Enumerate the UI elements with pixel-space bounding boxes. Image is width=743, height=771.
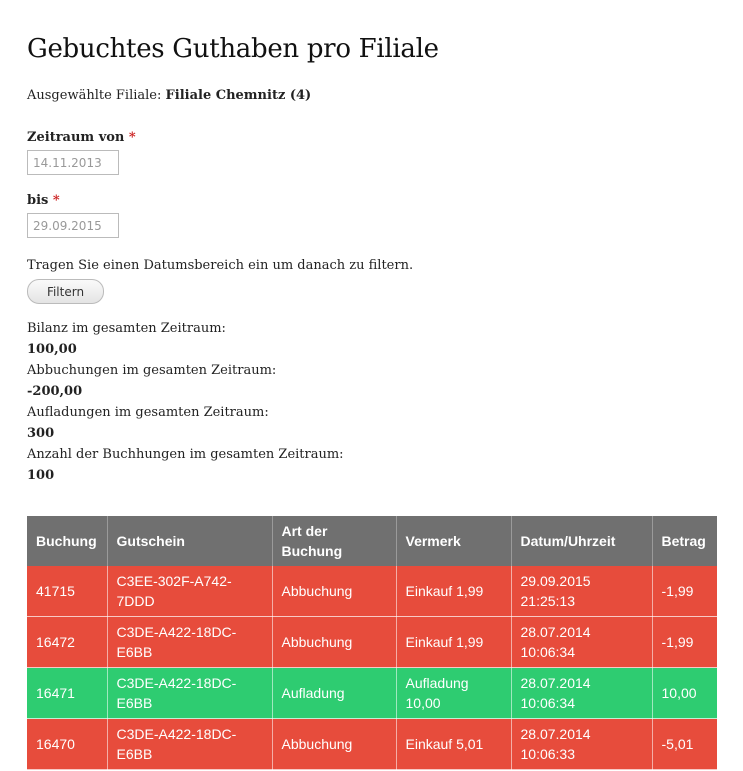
voucher-cell: C3DE-A422-18DC-E6BB [107,668,272,719]
amount-cell: -1,99 [652,566,717,617]
page-title: Gebuchtes Guthaben pro Filiale [27,34,439,64]
to-date-input[interactable] [27,213,119,238]
datetime-cell: 28.07.2014 10:06:33 [511,719,652,770]
to-date-label-text: bis [27,193,49,208]
selected-branch [27,88,311,103]
booking-type-cell: Abbuchung [272,566,396,617]
note-cell: Einkauf 1,99 [396,617,511,668]
booking-id-cell: 16470 [27,719,107,770]
filter-help-text: Tragen Sie einen Datumsbereich ein um danach zu filtern. [27,258,414,273]
from-date-label-text: Zeitraum von [27,130,125,145]
booking-type-cell: Abbuchung [272,719,396,770]
filter-button[interactable]: Filtern [27,279,104,304]
from-date-label [27,130,136,145]
column-header-voucher[interactable]: Gutschein [107,516,272,566]
debits-label: Abbuchungen im gesamten Zeitraum: [27,363,277,378]
column-header-booking[interactable]: Buchung [27,516,107,566]
datetime-cell: 28.07.2014 10:06:34 [511,668,652,719]
note-cell: Aufladung 10,00 [396,668,511,719]
table-row [27,719,717,770]
booking-id-cell: 41715 [27,566,107,617]
table-row [27,668,717,719]
balance-label: Bilanz im gesamten Zeitraum: [27,321,226,336]
selected-branch-value: Filiale Chemnitz (4) [165,88,312,103]
count-value: 100 [27,468,55,483]
balance-value: 100,00 [27,342,77,357]
column-header-note[interactable]: Vermerk [396,516,511,566]
amount-cell: 10,00 [652,668,717,719]
voucher-cell: C3EE-302F-A742-7DDD [107,566,272,617]
required-marker: * [128,130,136,145]
column-header-datetime[interactable]: Datum/Uhrzeit [511,516,652,566]
amount-cell: -5,01 [652,719,717,770]
booking-id-cell: 16472 [27,617,107,668]
table-row [27,566,717,617]
statistics-block [27,318,344,486]
amount-cell: -1,99 [652,617,717,668]
from-date-input[interactable] [27,150,119,175]
booking-id-cell: 16471 [27,668,107,719]
booking-type-cell: Aufladung [272,668,396,719]
credits-value: 300 [27,426,55,441]
datetime-cell: 28.07.2014 10:06:34 [511,617,652,668]
credits-label: Aufladungen im gesamten Zeitraum: [27,405,269,420]
voucher-cell: C3DE-A422-18DC-E6BB [107,617,272,668]
booking-type-cell: Abbuchung [272,617,396,668]
count-label: Anzahl der Buchhungen im gesamten Zeitraum: [27,447,344,462]
selected-branch-label: Ausgewählte Filiale: [27,88,162,103]
required-marker: * [52,193,60,208]
note-cell: Einkauf 5,01 [396,719,511,770]
column-header-booking-type[interactable]: Art der Buchung [272,516,396,566]
datetime-cell: 29.09.2015 21:25:13 [511,566,652,617]
debits-value: -200,00 [27,384,83,399]
column-header-amount[interactable]: Betrag [652,516,717,566]
table-row [27,617,717,668]
bookings-table [27,516,717,770]
to-date-label [27,193,60,208]
voucher-cell: C3DE-A422-18DC-E6BB [107,719,272,770]
table-header-row [27,516,717,566]
note-cell: Einkauf 1,99 [396,566,511,617]
